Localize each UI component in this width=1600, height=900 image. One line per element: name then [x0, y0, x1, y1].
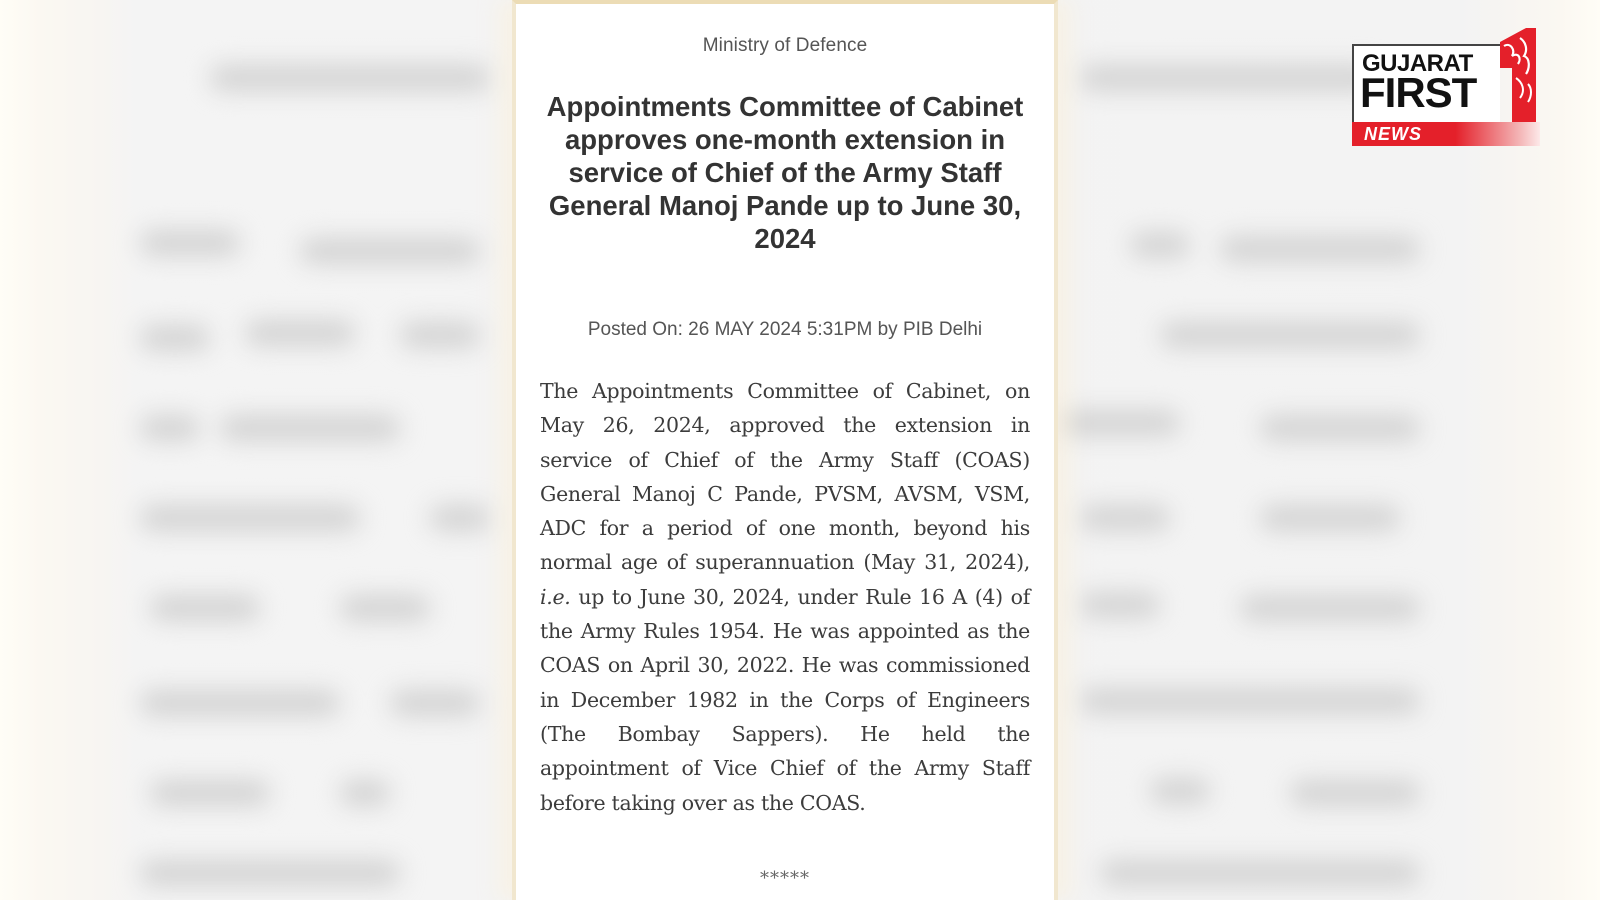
- press-release-body: [540, 374, 1030, 820]
- logo-tagline: NEWS: [1364, 124, 1422, 144]
- press-release-card: [512, 0, 1058, 900]
- flame-emblem-icon: [1500, 28, 1540, 122]
- logo-line2: FIRST: [1360, 69, 1477, 116]
- body-text-italic: i.e.: [540, 584, 571, 609]
- ministry-label: Ministry of Defence: [702, 35, 868, 56]
- gujarat-first-logo: [1352, 28, 1540, 148]
- press-release-headline: Appointments Committee of Cabinet approves one-month extension in service of Chief of the Army Staff General Manoj Pande up to June 30, 2024: [546, 91, 1024, 254]
- posted-on-line: Posted On: 26 MAY 2024 5:31PM by PIB Delhi: [587, 319, 983, 340]
- end-marker: *****: [760, 868, 810, 889]
- body-text-part1: The Appointments Committee of Cabinet, on May 26, 2024, approved the extension in service of Chief of the Army Staff (COAS) General Manoj C Pande, PVSM, AVSM, VSM, ADC for a period of one month, beyond his normal age of superannuation (May 31, 2024),: [540, 379, 1030, 575]
- logo-line1: GUJARAT: [1362, 50, 1473, 77]
- body-text-part2: up to June 30, 2024, under Rule 16 A (4) of the Army Rules 1954. He was appointed as the COAS on April 30, 2022. He was commissioned in December 1982 in the Corps of Engineers (The Bombay Sappers). He held the appointment of Vice Chief of the Army Staff before taking over as the COAS.: [540, 584, 1030, 815]
